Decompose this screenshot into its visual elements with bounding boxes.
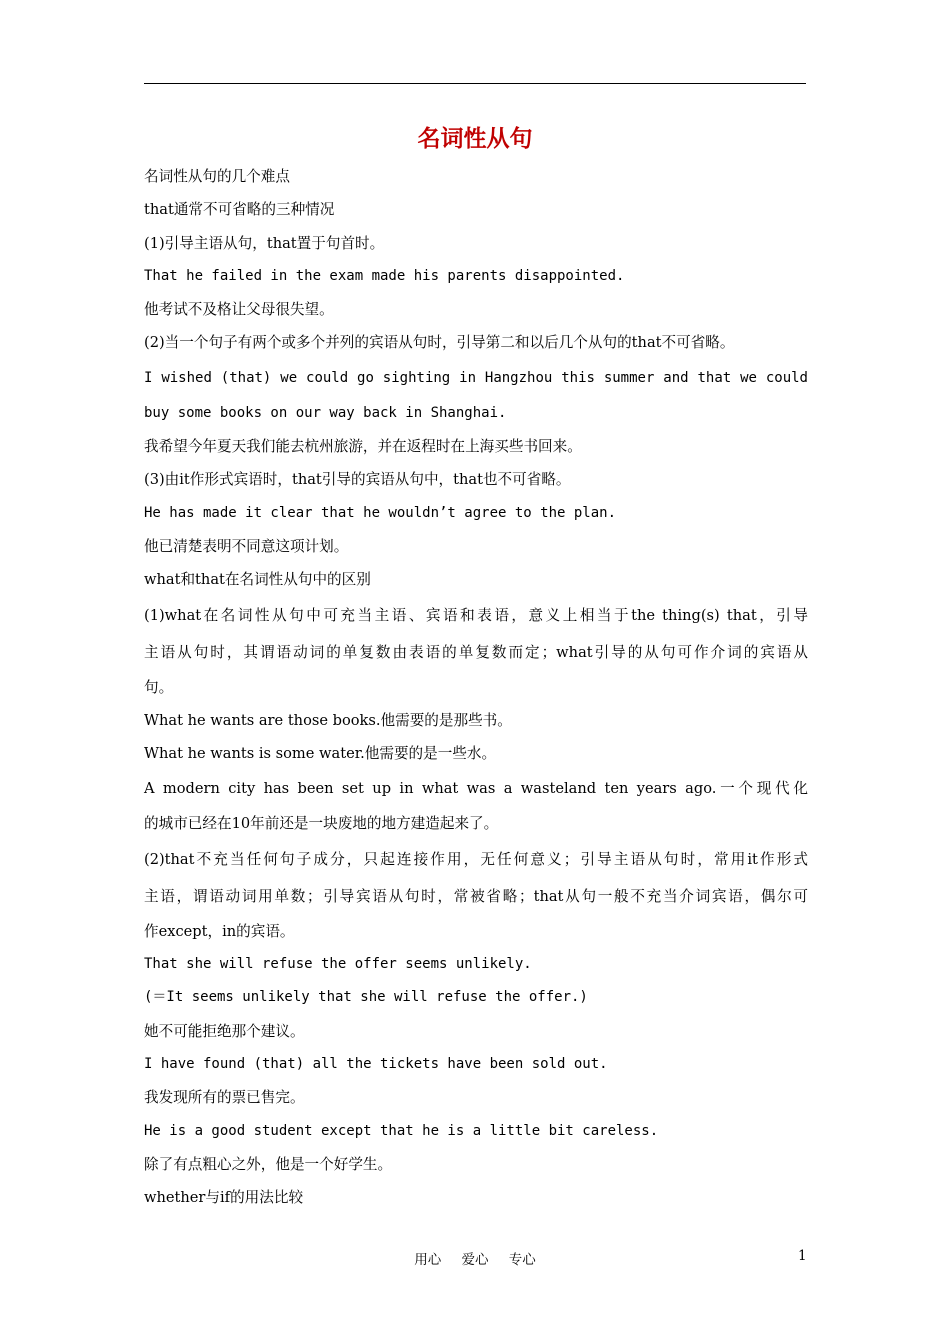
text-line: I wished (that) we could go sighting in Hangzhou this summer and that we could [144, 369, 808, 386]
text-line: what和that在名词性从句中的区别 [144, 571, 371, 589]
footer-word: 专心 [508, 1252, 536, 1268]
footer-word: 用心 [414, 1252, 442, 1268]
text-line: (2)当一个句子有两个或多个并列的宾语从句时，引导第二和以后几个从句的that不可省略。 [144, 334, 735, 352]
document-body [144, 160, 808, 1214]
footer-word: 爱心 [461, 1252, 489, 1268]
header-rule [144, 83, 806, 84]
text-line: that通常不可省略的三种情况 [144, 201, 335, 219]
page-number: 1 [798, 1248, 807, 1264]
text-line: A modern city has been set up in what was a wasteland ten years ago.一个现代化 [144, 780, 808, 798]
text-line: (3)由it作形式宾语时，that引导的宾语从句中，that也不可省略。 [144, 471, 571, 489]
text-line: 主语，谓语动词用单数；引导宾语从句时，常被省略；that从句一般不充当介词宾语，偶尔可 [144, 887, 808, 905]
text-line: I have found (that) all the tickets have been sold out. [144, 1055, 608, 1072]
text-line: 她不可能拒绝那个建议。 [144, 1022, 305, 1040]
text-line: That he failed in the exam made his parents disappointed. [144, 267, 625, 284]
text-line: 主语从句时，其谓语动词的单复数由表语的单复数而定；what引导的从句可作介词的宾语从 [144, 643, 808, 661]
text-line: 除了有点粗心之外，他是一个好学生。 [144, 1155, 393, 1173]
text-line: 句。 [144, 678, 174, 696]
text-line: He has made it clear that he wouldn’t agree to the plan. [144, 504, 617, 521]
text-line: That she will refuse the offer seems unlikely. [144, 956, 532, 973]
text-line: 他已清楚表明不同意这项计划。 [144, 537, 349, 555]
text-line: 名词性从句的几个难点 [144, 168, 290, 185]
text-line: 我希望今年夏天我们能去杭州旅游，并在返程时在上海买些书回来。 [144, 438, 582, 456]
text-line: 作except，in的宾语。 [144, 922, 295, 940]
text-line: buy some books on our way back in Shanghai. [144, 404, 507, 421]
text-line: What he wants is some water.他需要的是一些水。 [144, 745, 497, 763]
text-line: (1)what在名词性从句中可充当主语、宾语和表语，意义上相当于the thing(s) that，引导 [144, 606, 808, 624]
text-line: whether与if的用法比较 [144, 1189, 304, 1207]
page-title: 名词性从句 [417, 126, 533, 152]
text-line: 的城市已经在10年前还是一块废地的地方建造起来了。 [144, 815, 499, 833]
page-footer [0, 1248, 950, 1268]
text-line: (＝It seems unlikely that she will refuse the offer.) [144, 989, 588, 1006]
text-line: He is a good student except that he is a little bit careless. [144, 1122, 659, 1139]
text-line: 他考试不及格让父母很失望。 [144, 301, 334, 319]
text-line: (1)引导主语从句，that置于句首时。 [144, 234, 385, 252]
text-line: 我发现所有的票已售完。 [144, 1089, 305, 1107]
text-line: What he wants are those books.他需要的是那些书。 [144, 711, 512, 729]
text-line: (2)that不充当任何句子成分，只起连接作用，无任何意义；引导主语从句时，常用it作形式 [144, 850, 808, 868]
